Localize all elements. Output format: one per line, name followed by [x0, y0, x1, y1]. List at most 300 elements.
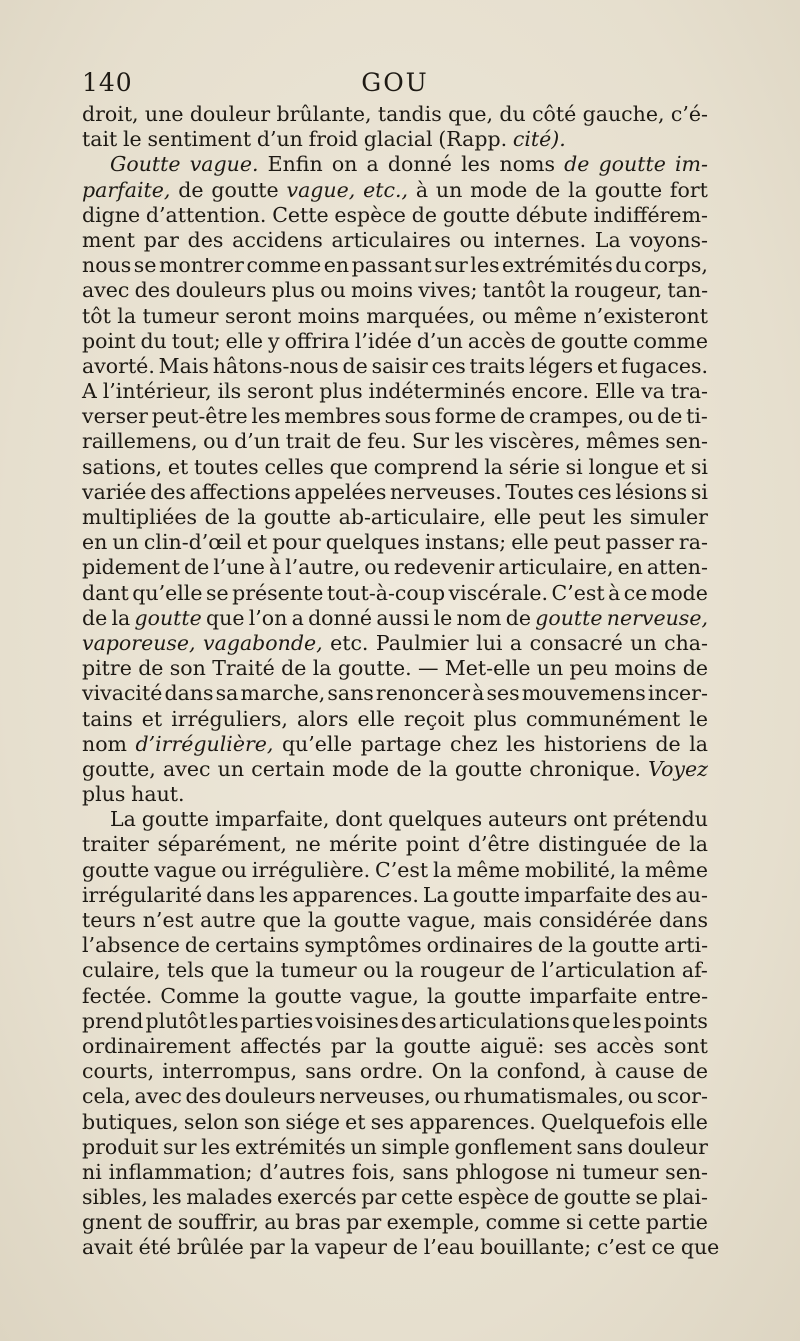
- word: en: [617, 555, 643, 580]
- word: certain: [251, 756, 325, 781]
- word: tra-: [670, 379, 708, 404]
- word: va: [641, 379, 665, 404]
- word: au: [264, 1210, 290, 1235]
- word: de: [392, 1235, 418, 1260]
- word: l’eau: [423, 1235, 475, 1260]
- word: goutte: [211, 177, 279, 202]
- word: redevenir: [393, 555, 495, 580]
- word: le: [123, 127, 142, 152]
- word: d’attention.: [145, 202, 267, 227]
- word: ses: [553, 1033, 587, 1058]
- word: et: [167, 454, 189, 479]
- word: si: [565, 454, 583, 479]
- word: rougeur,: [574, 278, 663, 303]
- word: gnent: [82, 1210, 142, 1235]
- word: l’articulation: [541, 958, 676, 983]
- word: ou: [434, 1084, 461, 1109]
- word: accès: [467, 328, 526, 353]
- word: donné: [308, 605, 373, 630]
- word: sentiment: [147, 127, 252, 152]
- word: indifférem-: [593, 202, 708, 227]
- text-line: [82, 883, 708, 908]
- word: rhumatismales,: [463, 1084, 625, 1109]
- word: Comme: [160, 983, 240, 1008]
- word: ou: [481, 303, 508, 328]
- word: et: [141, 706, 163, 731]
- word: mode: [470, 177, 528, 202]
- word: l’idée: [354, 328, 412, 353]
- word: des: [134, 278, 171, 303]
- word: se: [635, 1185, 659, 1210]
- word: la: [290, 1235, 310, 1260]
- word: renoncer: [375, 681, 471, 706]
- word: cause: [615, 1059, 675, 1084]
- word: d’irrégulière,: [135, 731, 274, 756]
- word: son: [169, 656, 206, 681]
- word: ti-: [686, 404, 708, 429]
- word: c’est: [596, 1235, 646, 1260]
- word: ont: [573, 807, 608, 832]
- word: seront: [247, 379, 314, 404]
- word: comme: [246, 253, 322, 278]
- text-line: [82, 933, 708, 958]
- word: sen-: [665, 1159, 708, 1184]
- word: à: [608, 580, 621, 605]
- word: sans: [327, 681, 374, 706]
- word: simuler: [629, 505, 708, 529]
- word: parties: [240, 1008, 314, 1033]
- word: tels: [166, 958, 205, 983]
- word: son: [243, 1109, 281, 1134]
- word: auteurs: [488, 807, 568, 832]
- word: mérite: [329, 832, 398, 857]
- word: Cette: [272, 202, 329, 227]
- word: ne: [295, 832, 321, 857]
- word: celles: [264, 454, 324, 479]
- word: d’un: [256, 127, 303, 152]
- word: débute: [515, 202, 588, 227]
- word: même: [456, 857, 520, 882]
- word: accès: [596, 1033, 655, 1058]
- word: la: [394, 958, 414, 983]
- word: etc.: [330, 630, 369, 655]
- word: goutte: [535, 605, 603, 630]
- word: variée: [82, 479, 147, 504]
- word: membres: [284, 404, 381, 429]
- word: af-: [681, 958, 708, 983]
- text-line: [82, 429, 708, 454]
- word: vagabonde,: [203, 630, 323, 655]
- word: la: [427, 983, 446, 1008]
- word: pitre: [82, 656, 132, 681]
- word: gauche,: [582, 102, 665, 126]
- word: sans: [305, 1059, 352, 1084]
- word: clin-d’œil: [143, 530, 242, 555]
- text-line: [82, 1110, 708, 1135]
- word: de: [178, 177, 204, 202]
- word: noms: [499, 152, 555, 177]
- word: vivacité: [82, 681, 163, 706]
- word: ordre.: [359, 1059, 424, 1084]
- word: im-: [675, 152, 708, 177]
- word: des: [187, 227, 224, 252]
- word: reçoit: [403, 706, 465, 731]
- word: de: [396, 756, 422, 781]
- text-line: [82, 1135, 708, 1160]
- word: chez: [450, 731, 498, 756]
- word: goutte: [274, 983, 342, 1008]
- word: partie: [645, 1210, 708, 1235]
- text-line: [82, 1235, 720, 1260]
- word: prétendu: [613, 807, 708, 832]
- word: sa: [215, 681, 239, 706]
- word: si: [690, 454, 708, 479]
- word: tumeur: [582, 1159, 659, 1184]
- word: moins: [297, 303, 360, 328]
- word: passer: [605, 530, 674, 555]
- word: la: [568, 177, 587, 202]
- word: extrémités: [502, 253, 613, 278]
- word: se: [205, 580, 229, 605]
- word: C’est: [551, 580, 605, 605]
- word: interrompus,: [162, 1059, 298, 1084]
- word: offrira: [284, 328, 350, 353]
- word: n’est: [142, 908, 194, 932]
- word: froid: [308, 127, 359, 152]
- word: les: [612, 1008, 642, 1033]
- word: et: [664, 454, 686, 479]
- text-line: [82, 581, 708, 606]
- word: inflammation;: [108, 1159, 253, 1184]
- word: point: [82, 328, 136, 353]
- word: douleur: [627, 1134, 708, 1159]
- word: et: [597, 353, 618, 378]
- word: parfaite,: [82, 177, 171, 202]
- word: séparément,: [157, 832, 287, 857]
- word: et: [246, 530, 268, 555]
- word: les: [209, 1008, 239, 1033]
- word: y: [268, 328, 280, 353]
- text-line: [82, 757, 708, 782]
- word: indéterminés: [368, 379, 506, 404]
- word: le: [689, 706, 708, 731]
- word: de: [510, 958, 536, 983]
- word: à: [268, 555, 282, 580]
- word: elle: [511, 530, 549, 555]
- word: gonflement: [454, 1134, 572, 1159]
- word: brûlante,: [276, 102, 372, 126]
- word: arti-: [664, 933, 708, 958]
- word: de: [655, 731, 681, 756]
- word: les: [152, 1185, 182, 1210]
- word: ces: [431, 353, 466, 378]
- word: accidens: [232, 227, 323, 252]
- word: ou: [459, 227, 486, 252]
- word: plutôt: [145, 1008, 208, 1033]
- text-line: [82, 656, 708, 681]
- text-line: [82, 958, 708, 983]
- text-line: [82, 455, 708, 480]
- word: la: [484, 454, 503, 479]
- word: irréguliers,: [171, 706, 288, 731]
- word: à: [594, 1059, 607, 1084]
- word: de: [184, 933, 211, 958]
- word: un: [112, 530, 139, 555]
- word: mode: [650, 580, 708, 605]
- word: chronique.: [529, 756, 641, 781]
- word: atten-: [646, 555, 708, 580]
- word: fois,: [351, 1159, 396, 1184]
- text-line: [82, 329, 708, 354]
- word: comme: [485, 1210, 561, 1235]
- word: la: [689, 832, 708, 857]
- word: etc.,: [363, 177, 408, 202]
- text-line: [82, 203, 708, 228]
- word: souffrir,: [177, 1210, 259, 1235]
- text-line: [82, 404, 708, 429]
- word: imparfaite,: [214, 807, 330, 832]
- word: toutes: [194, 454, 259, 479]
- word: partage: [360, 731, 442, 756]
- text-line: [82, 480, 708, 505]
- word: goutte: [594, 177, 663, 202]
- word: pour: [272, 530, 321, 555]
- word: Goutte: [110, 152, 181, 177]
- word: articulaires: [331, 227, 451, 252]
- word: les: [461, 152, 491, 177]
- word: tumeur: [142, 303, 219, 328]
- word: communément: [525, 706, 681, 731]
- word: teurs: [82, 908, 136, 932]
- word: vaporeuse,: [82, 630, 196, 655]
- text-line: [82, 1160, 708, 1185]
- word: la: [247, 983, 267, 1008]
- word: cette: [400, 1185, 454, 1210]
- word: dans: [658, 908, 708, 932]
- word: exemple,: [386, 1210, 481, 1235]
- word: marquées,: [366, 303, 476, 328]
- body-text: [82, 102, 720, 1261]
- word: apparences.: [409, 1109, 536, 1134]
- word: autre: [200, 908, 256, 932]
- word: imparfaite: [523, 882, 632, 907]
- word: si: [690, 479, 708, 504]
- word: les: [592, 505, 623, 529]
- word: même: [644, 857, 708, 882]
- word: sur: [434, 253, 468, 278]
- word: incer-: [647, 681, 708, 706]
- word: par: [249, 1235, 285, 1260]
- word: on: [331, 152, 358, 177]
- word: avait: [82, 1235, 133, 1260]
- word: avorté.: [82, 353, 155, 378]
- word: historiens: [543, 731, 647, 756]
- word: hâtons-nous: [212, 353, 339, 378]
- word: dans: [206, 882, 256, 907]
- word: sans: [402, 1159, 449, 1184]
- word: Toutes: [505, 479, 574, 504]
- word: ces: [577, 479, 612, 504]
- text-line: [82, 1034, 708, 1059]
- word: goutte: [591, 933, 660, 958]
- word: les: [201, 1134, 231, 1159]
- word: une: [144, 102, 184, 126]
- word: espèce: [457, 1185, 530, 1210]
- word: quelques: [388, 807, 483, 832]
- word: ou: [627, 404, 654, 429]
- word: ment: [82, 227, 136, 252]
- word: goutte: [598, 152, 666, 177]
- word: de: [682, 1059, 708, 1084]
- word: —: [417, 656, 439, 681]
- word: irrégularité: [82, 882, 203, 907]
- word: phlogose: [455, 1159, 549, 1184]
- word: multipliées: [82, 505, 198, 529]
- word: d’un: [234, 429, 281, 454]
- text-line: [82, 127, 708, 152]
- word: d’être: [467, 832, 530, 857]
- word: ni: [82, 1159, 102, 1184]
- word: Elle: [594, 379, 636, 404]
- page-number: 140: [82, 68, 133, 97]
- word: goutte: [263, 505, 332, 529]
- word: de: [657, 404, 683, 429]
- text-line: [82, 631, 708, 656]
- text-line: [82, 732, 708, 757]
- word: de: [82, 605, 108, 630]
- word: quelques: [325, 530, 420, 555]
- word: de: [564, 152, 590, 177]
- word: irrégulière.: [251, 857, 371, 882]
- word: de: [530, 328, 556, 353]
- word: que: [210, 958, 250, 983]
- word: goutte: [454, 756, 523, 781]
- word: de: [411, 202, 437, 227]
- word: de: [655, 832, 681, 857]
- word: marche,: [240, 681, 326, 706]
- word: nerveuses,: [319, 1084, 431, 1109]
- word: la: [312, 656, 332, 681]
- word: encore.: [511, 379, 590, 404]
- word: ou: [320, 278, 346, 303]
- word: un: [630, 630, 657, 655]
- word: cette: [588, 1210, 641, 1235]
- word: n’existeront: [583, 303, 708, 328]
- word: malades: [186, 1185, 273, 1210]
- word: un: [536, 656, 564, 681]
- word: ses: [370, 1109, 404, 1134]
- word: nom: [456, 605, 502, 630]
- text-line: [82, 530, 708, 555]
- word: Sur: [412, 429, 450, 454]
- word: nous: [82, 253, 132, 278]
- word: alors: [296, 706, 349, 731]
- word: ni: [555, 1159, 576, 1184]
- word: produit: [82, 1134, 159, 1159]
- word: mode: [332, 756, 390, 781]
- word: C’est: [375, 857, 429, 882]
- word: ce: [651, 1235, 676, 1260]
- word: point: [405, 832, 460, 857]
- text-line: [82, 832, 708, 857]
- word: selon: [183, 1109, 239, 1134]
- word: en: [82, 530, 108, 555]
- word: consacré: [529, 630, 623, 655]
- word: pidement: [82, 555, 180, 580]
- word: ou: [363, 958, 389, 983]
- word: a: [366, 152, 379, 177]
- word: nerveuse,: [606, 605, 708, 630]
- word: dont: [335, 807, 383, 832]
- word: ou: [221, 857, 247, 882]
- word: ses: [486, 681, 520, 706]
- word: goutte: [452, 882, 520, 907]
- word: la: [428, 756, 448, 781]
- word: affectés: [240, 1033, 322, 1058]
- word: vague,: [286, 177, 356, 202]
- word: tumeur: [280, 958, 357, 983]
- word: elle: [225, 328, 264, 353]
- word: la: [237, 505, 257, 529]
- word: certains: [215, 933, 300, 958]
- word: série: [508, 454, 560, 479]
- word: vives;: [418, 278, 478, 303]
- word: les: [251, 404, 281, 429]
- word: (Rapp.: [438, 127, 508, 152]
- word: montrer: [158, 253, 244, 278]
- word: l’on: [248, 605, 288, 630]
- text-line: [82, 1059, 708, 1084]
- word: de: [682, 656, 708, 681]
- word: lésions: [615, 479, 688, 504]
- word: de: [204, 505, 230, 529]
- word: goutte: [82, 857, 150, 882]
- text-line: [82, 707, 708, 732]
- word: sur: [163, 1134, 197, 1159]
- text-line: [82, 1009, 708, 1034]
- word: forme: [434, 404, 497, 429]
- word: les: [470, 253, 500, 278]
- word: feu.: [367, 429, 407, 454]
- word: ordinaires: [426, 933, 533, 958]
- word: du: [140, 328, 167, 353]
- word: plus: [271, 278, 316, 303]
- word: tait: [82, 127, 118, 152]
- word: la: [375, 1033, 395, 1058]
- word: Enfin: [267, 152, 323, 177]
- word: l’intérieur,: [102, 379, 212, 404]
- word: bras: [295, 1210, 341, 1235]
- word: vapeur: [314, 1235, 387, 1260]
- word: de: [505, 605, 531, 630]
- word: goutte: [141, 807, 210, 832]
- word: de: [342, 353, 368, 378]
- text-line: [82, 178, 708, 203]
- word: comme: [633, 328, 708, 353]
- word: à: [472, 681, 485, 706]
- text-line: [82, 908, 708, 933]
- word: tan-: [667, 278, 708, 303]
- word: vague,: [407, 908, 477, 932]
- word: qu’elle: [281, 731, 353, 756]
- text-line: [82, 681, 708, 706]
- word: seront: [225, 303, 292, 328]
- word: l’absence: [82, 933, 180, 958]
- word: à: [415, 177, 429, 202]
- word: simple: [381, 1134, 450, 1159]
- word: rougeur: [420, 958, 504, 983]
- word: les: [259, 882, 289, 907]
